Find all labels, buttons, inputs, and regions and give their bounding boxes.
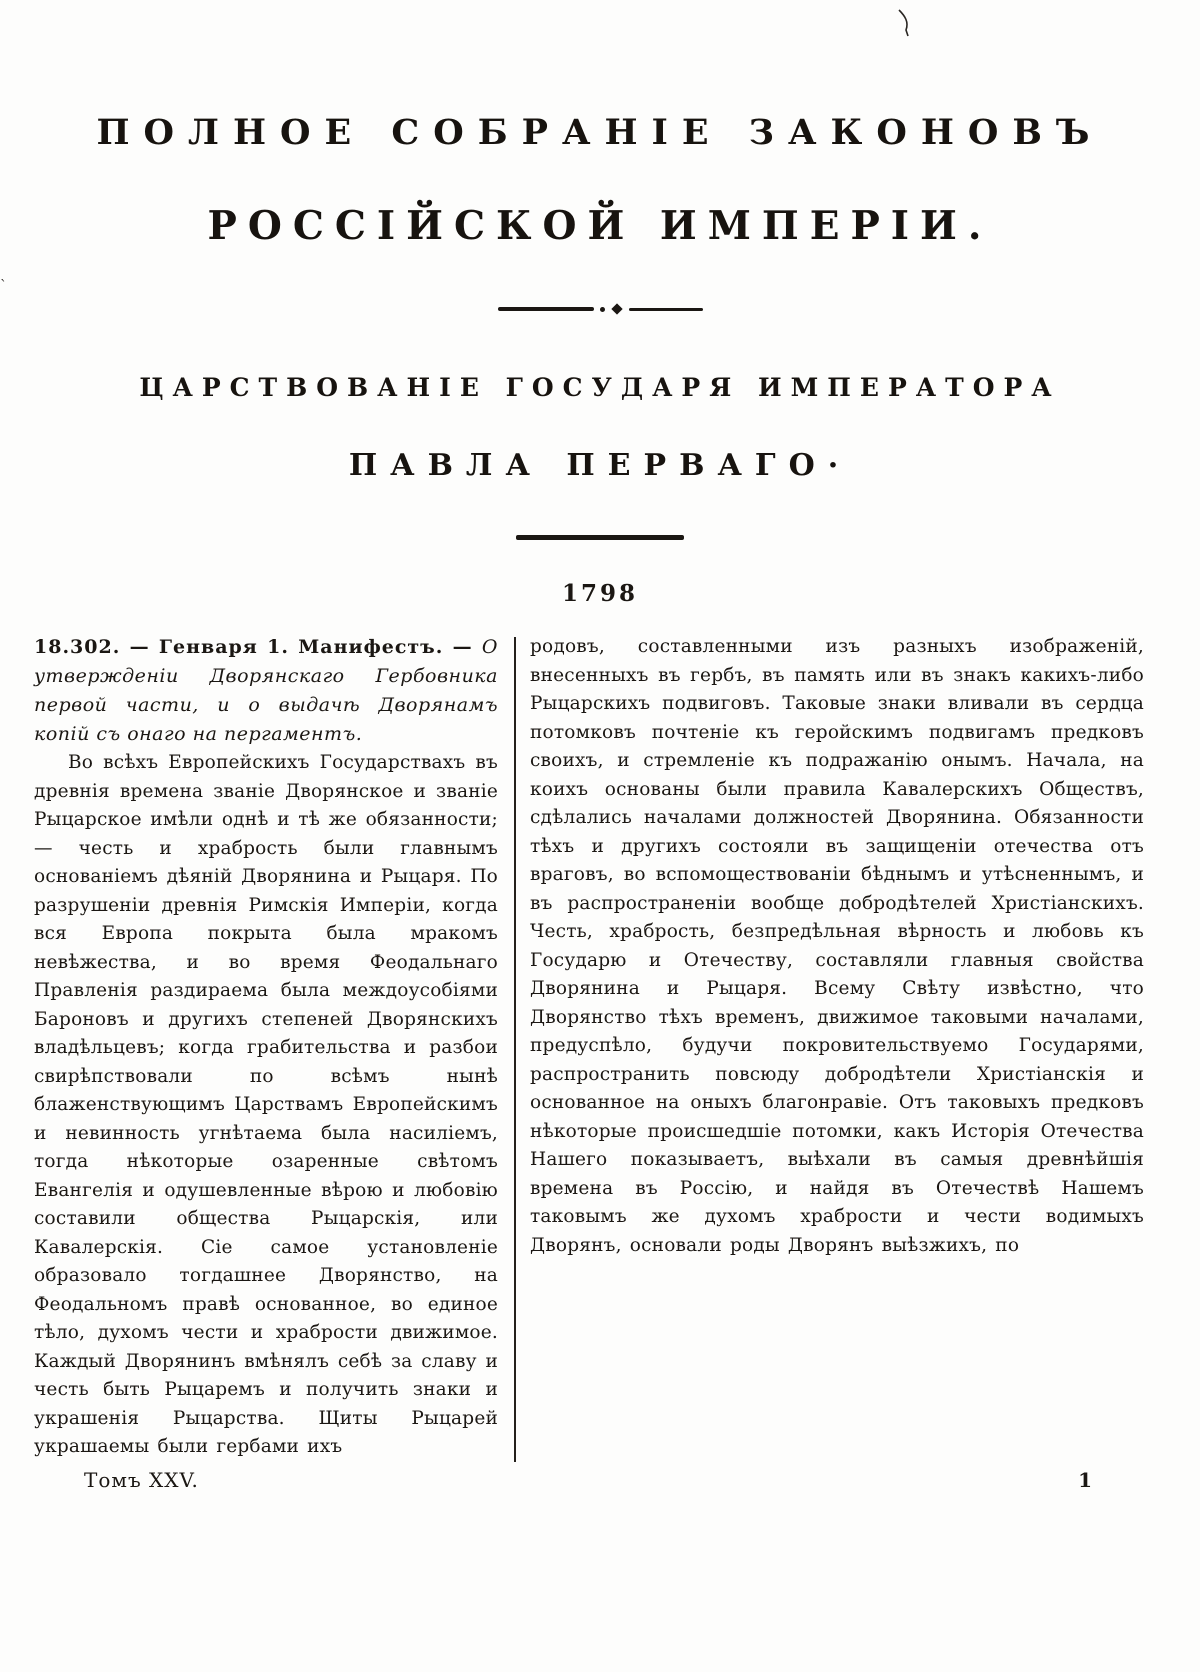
scan-artifact-squiggle [893,8,915,42]
reign-heading-line1: ЦАРСТВОВАНІЕ ГОСУДАРЯ ИМПЕРАТОРА [139,373,1061,402]
reign-heading-line2: ПАВЛА ПЕРВАГО· [348,448,852,483]
page-title-line2: РОССІЙСКОЙ ИМПЕРІИ. [207,203,993,249]
divider-bar-left [498,307,594,311]
scan-artifact-tick: ` [0,278,7,294]
page-footer [0,1462,1200,1492]
rule-divider [516,535,684,540]
article-title: О утвержденіи Дворянскаго Гербовника первой части, и о выдачѣ Дворянамъ копій съ онаго на пергаментъ. [34,636,498,745]
right-column [522,633,1144,1462]
divider-dot [600,307,605,312]
divider-diamond-icon [611,303,622,314]
article-number: 18.302. — Генваря 1. Манифестъ. — [34,636,482,658]
page-number: 1 [1078,1467,1092,1492]
volume-label: Томъ XXV. [84,1467,199,1492]
year-heading: 1798 [561,580,638,607]
page-title-line1: ПОЛНОЕ СОБРАНІЕ ЗАКОНОВЪ [96,112,1104,153]
squiggle-mark [893,8,915,38]
article-heading [34,633,498,749]
ornament-divider [0,305,1200,313]
right-column-text: родовъ, составленными изъ разныхъ изображеній, внесенныхъ въ гербъ, въ память или въ знакъ какихъ-либо Рыцарскихъ подвиговъ. Таковые знаки вливали въ сердца потомковъ почтеніе къ геройскимъ подвигамъ предковъ своихъ, и стремленіе къ подражанію онымъ. Начала, на коихъ основаны были правила Кавалерскихъ Обществъ, сдѣлались началами должностей Дворянина. Обязанности тѣхъ и другихъ состояли въ защищеніи отечества отъ враговъ, во вспомоществованіи бѣднымъ и утѣсненнымъ, и въ распространеніи вообще добродѣтелей Христіанскихъ. Честь, храбрость, безпредѣльная вѣрность и любовь къ Государю и Отечеству, составляли главныя свойства Дворянина и Рыцаря. Всему Свѣту извѣстно, что Дворянство тѣхъ временъ, движимое таковыми началами, предуспѣло, будучи покровительствуемо Государями, распространить повсюду добродѣтели Христіанскія и основанное на оныхъ благонравіе. Отъ таковыхъ предковъ нѣкоторые происшедшіе потомки, какъ Исторія Отечества Нашего показываетъ, выѣхали въ самыя древнѣйшія времена въ Россію, и найдя въ Отечествѣ Нашемъ таковымъ же духомъ храбрости и чести водимыхъ Дворянъ, основали роды Дворянъ выѣзжихъ, по [530,636,1144,1256]
text-columns [0,633,1200,1462]
left-column-text: Во всѣхъ Европейскихъ Государствахъ въ древнія времена званіе Дворянское и званіе Рыцарское имѣли однѣ и тѣ же обязанности; — честь и храбрость были главнымъ основаніемъ дѣяній Дворянина и Рыцаря. По разрушеніи древнія Римскія Имперіи, когда вся Европа покрыта была мракомъ невѣжества, и во время Феодальнаго Правленія раздираема была междоусобіями Бароновъ и другихъ степеней Дворянскихъ владѣльцевъ; когда грабительства и разбои свирѣпствовали по всѣмъ нынѣ блаженствующимъ Царствамъ Европейскимъ и невинность угнѣтаема была насиліемъ, тогда нѣкоторые озаренные свѣтомъ Евангелія и одушевленные вѣрою и любовію составили общества Рыцарскія, или Кавалерскія. Сіе самое установленіе образовало тогдашнее Дворянство, на Феодальномъ правѣ основанное, во единое тѣло, духомъ чести и храбрости движимое. Каждый Дворянинъ вмѣнялъ себѣ за славу и честь быть Рыцаремъ и получить знаки и украшенія Рыцарства. Щиты Рыцарей украшаемы были гербами ихъ [34,752,498,1457]
column-divider-rule [514,637,516,1462]
divider-bar-right [629,308,703,311]
left-column [34,633,508,1462]
